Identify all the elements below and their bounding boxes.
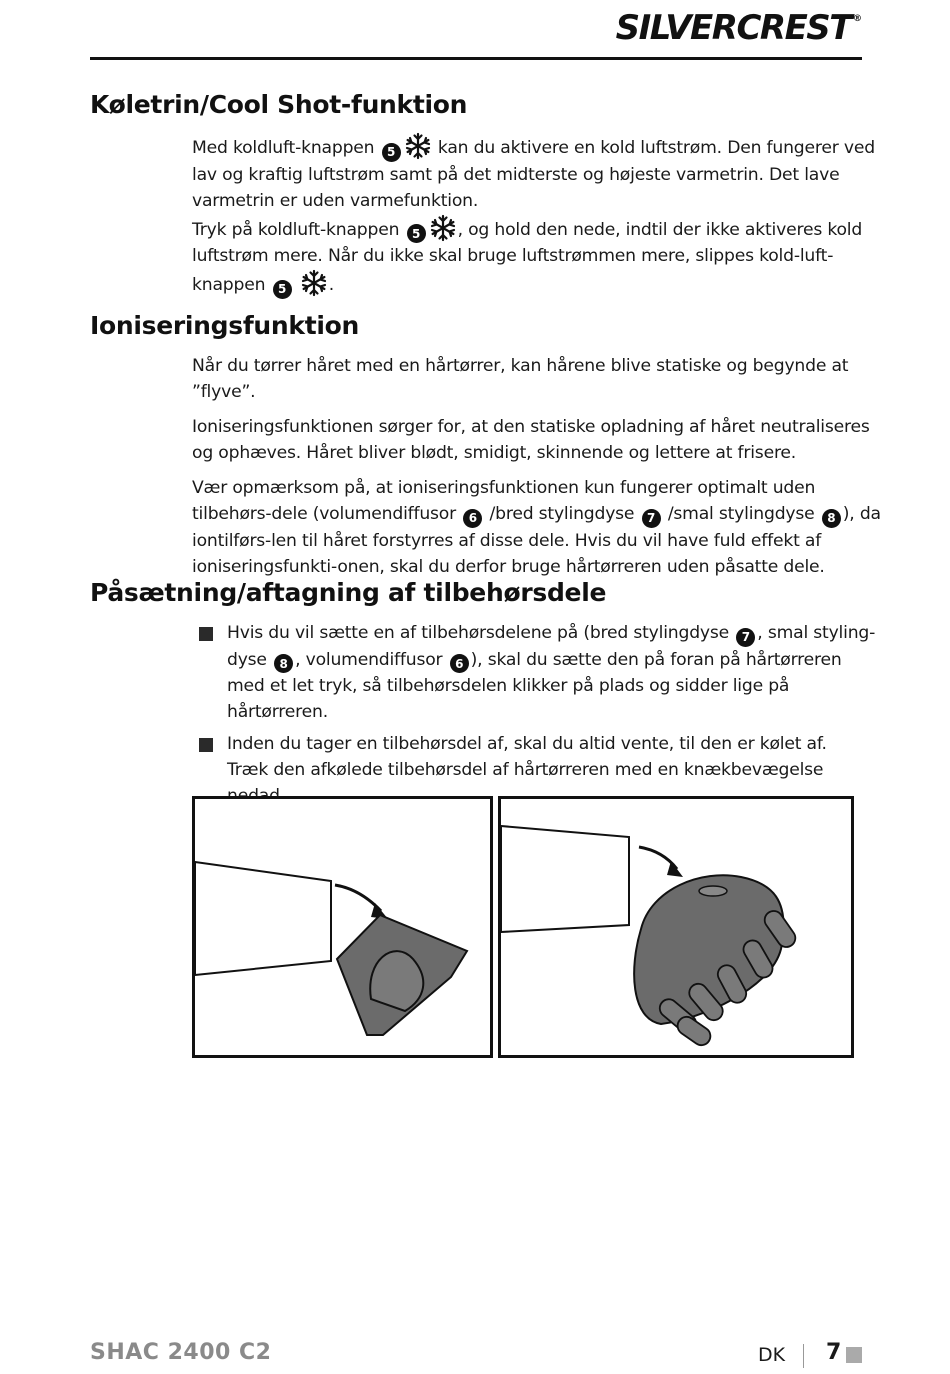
square-bullet-icon	[199, 738, 213, 752]
ionization-paragraph-3: Vær opmærksom på, at ioniseringsfunktionen kun fungerer optimalt uden tilbehørs-dele (volumendiffusor 6 /bred stylingdyse 7 /smal stylingdyse 8 ), da iontilførs-len til håret forstyrres af disse dele. Hvis du vil have fuld effekt af ioniseringsfunkti-onen, skal du derfor bruge hårtørreren uden påsatte dele.	[192, 478, 881, 577]
brand-logo: SILVERCREST ®	[615, 8, 862, 48]
footer-model-number: SHAC 2400 C2	[90, 1340, 272, 1365]
footer-separator	[803, 1344, 804, 1368]
part-number-badge: 7	[642, 509, 661, 528]
part-number-badge: 7	[736, 628, 755, 647]
footer-page-number: 7	[826, 1340, 842, 1365]
cool-shot-body	[192, 132, 882, 299]
list-item: Inden du tager en tilbehørsdel af, skal du altid vente, til den er kølet af. Træk den afkølede tilbehørsdel af hårtørreren med en knækbevægelse	[197, 731, 882, 809]
footer-square-marker	[846, 1347, 862, 1363]
section-title-cool-shot: Køletrin/Cool Shot-funktion	[90, 90, 468, 119]
snowflake-icon	[429, 214, 457, 242]
nozzle-attachment-illustration	[192, 796, 493, 1058]
part-number-badge: 6	[450, 654, 469, 673]
part-number-badge: 6	[463, 509, 482, 528]
attachments-list	[197, 620, 882, 815]
snowflake-icon	[300, 269, 328, 297]
section-title-attachments: Påsætning/aftagning af tilbehørsdele	[90, 578, 607, 607]
cool-shot-paragraph-2: Tryk på koldluft-knappen 5 , og hold den nede, indtil der ikke aktiveres kold luftstrøm mere. Når du ikke skal bruge luftstrømmen mere, slippes kold-luft-knappen 5 .	[192, 214, 882, 299]
list-item: Hvis du vil sætte en af tilbehørsdelene på (bred stylingdyse 7 , smal styling-dyse 8 , volumendiffusor 6 ), skal du sætte den på foran på hårtørreren med et let tryk, så tilbehørsdelen klikker på plads og sidder lige på hårtørreren.	[197, 620, 882, 725]
ionization-body	[192, 353, 882, 580]
square-bullet-icon	[199, 627, 213, 641]
section-title-ionization: Ioniseringsfunktion	[90, 311, 360, 340]
ionization-paragraph-2: Ioniseringsfunktionen sørger for, at den statiske opladning af håret neutraliseres og ophæves. Håret bliver blødt, smidigt, skinnende og lettere at frisere.	[192, 417, 870, 463]
part-number-badge: 8	[822, 509, 841, 528]
footer-language: DK	[758, 1344, 786, 1366]
part-number-badge: 5	[273, 280, 292, 299]
part-number-badge: 5	[407, 224, 426, 243]
diffuser-attachment-illustration	[498, 796, 854, 1058]
header-rule	[90, 57, 862, 60]
ionization-paragraph-1: Når du tørrer håret med en hårtørrer, kan hårene blive statiske og begynde at ”flyve”.	[192, 356, 849, 402]
cool-shot-paragraph-1: Med koldluft-knappen 5 kan du aktivere en kold luftstrøm. Den fungerer ved lav og kraftig luftstrøm samt på det midterste og højeste varmetrin. Det lave varmetrin er uden varmefunktion.	[192, 132, 882, 214]
part-number-badge: 5	[382, 143, 401, 162]
part-number-badge: 8	[274, 654, 293, 673]
snowflake-icon	[404, 132, 432, 160]
